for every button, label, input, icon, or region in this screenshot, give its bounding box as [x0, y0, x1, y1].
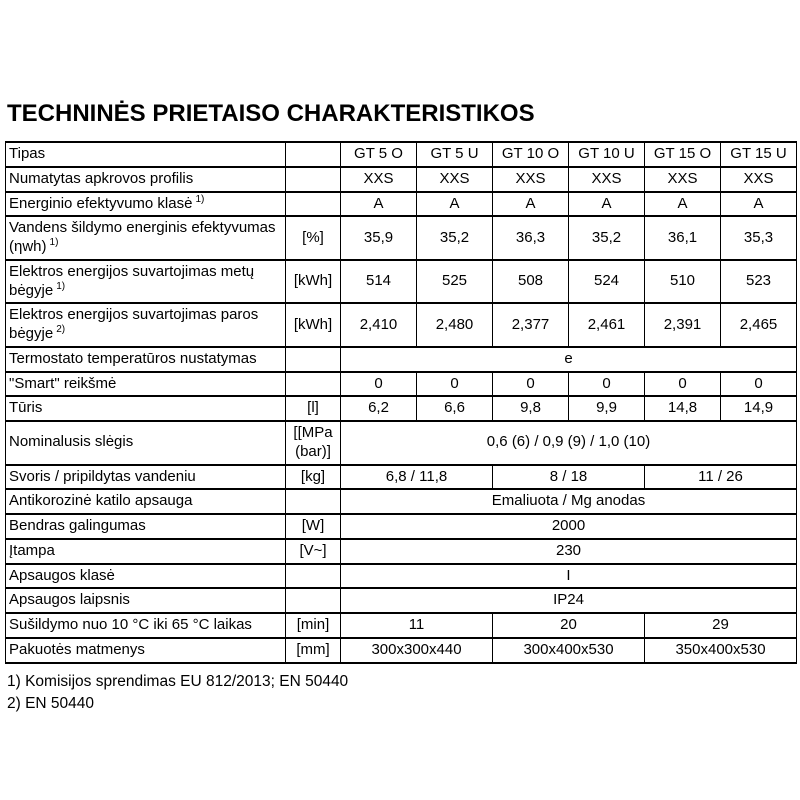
table-row — [6, 465, 797, 490]
table-row — [6, 260, 797, 304]
row-label: Termostato temperatūros nustatymas — [6, 347, 286, 372]
row-label: Apsaugos klasė — [6, 564, 286, 589]
table-cell: 300x300x440 — [341, 638, 493, 663]
table-cell: I — [341, 564, 797, 589]
row-unit: [[MPa (bar)] — [286, 421, 341, 465]
table-cell: 2,410 — [341, 303, 417, 347]
table-cell: 350x400x530 — [645, 638, 797, 663]
table-cell: 0 — [417, 372, 493, 397]
table-cell: XXS — [417, 167, 493, 192]
table-cell: 6,6 — [417, 396, 493, 421]
table-cell: 0 — [493, 372, 569, 397]
table-cell: 8 / 18 — [493, 465, 645, 490]
table-cell: 14,8 — [645, 396, 721, 421]
table-cell: GT 15 O — [645, 142, 721, 167]
table-cell: 6,8 / 11,8 — [341, 465, 493, 490]
table-cell: XXS — [341, 167, 417, 192]
table-cell: 230 — [341, 539, 797, 564]
table-cell: A — [417, 192, 493, 217]
table-cell: A — [569, 192, 645, 217]
table-cell: A — [493, 192, 569, 217]
table-cell: IP24 — [341, 588, 797, 613]
table-cell: 11 / 26 — [645, 465, 797, 490]
footnote-2: 2) EN 50440 — [7, 694, 95, 712]
row-label: Numatytas apkrovos profilis — [6, 167, 286, 192]
table-cell: 2,461 — [569, 303, 645, 347]
table-cell: XXS — [569, 167, 645, 192]
row-unit — [286, 564, 341, 589]
row-label: Nominalusis slėgis — [6, 421, 286, 465]
table-cell: 510 — [645, 260, 721, 304]
table-cell: 11 — [341, 613, 493, 638]
row-unit — [286, 167, 341, 192]
table-cell: 2,465 — [721, 303, 797, 347]
table-row — [6, 638, 797, 663]
table-row — [6, 539, 797, 564]
table-cell: 35,3 — [721, 216, 797, 260]
table-cell: GT 5 O — [341, 142, 417, 167]
row-unit: [l] — [286, 396, 341, 421]
table-cell: A — [341, 192, 417, 217]
footnotes — [5, 671, 796, 715]
table-cell: 14,9 — [721, 396, 797, 421]
spec-table — [5, 141, 797, 664]
table-cell: GT 10 U — [569, 142, 645, 167]
table-cell: 524 — [569, 260, 645, 304]
table-cell: 300x400x530 — [493, 638, 645, 663]
table-cell: XXS — [493, 167, 569, 192]
table-cell: GT 10 O — [493, 142, 569, 167]
row-label: Sušildymo nuo 10 °C iki 65 °C laikas — [6, 613, 286, 638]
table-cell: 2,480 — [417, 303, 493, 347]
row-unit: [V~] — [286, 539, 341, 564]
table-cell: 514 — [341, 260, 417, 304]
table-cell: Emaliuota / Mg anodas — [341, 489, 797, 514]
table-row — [6, 613, 797, 638]
table-row — [6, 588, 797, 613]
table-cell: GT 15 U — [721, 142, 797, 167]
table-cell: A — [645, 192, 721, 217]
row-label: Antikorozinė katilo apsauga — [6, 489, 286, 514]
row-label: Apsaugos laipsnis — [6, 588, 286, 613]
row-unit: [kWh] — [286, 303, 341, 347]
table-cell: XXS — [721, 167, 797, 192]
table-cell: XXS — [645, 167, 721, 192]
table-cell: e — [341, 347, 797, 372]
row-label: Svoris / pripildytas vandeniu — [6, 465, 286, 490]
table-row — [6, 489, 797, 514]
row-unit — [286, 588, 341, 613]
table-cell: 0 — [721, 372, 797, 397]
row-unit: [mm] — [286, 638, 341, 663]
table-cell: 36,1 — [645, 216, 721, 260]
table-cell: 0 — [341, 372, 417, 397]
table-row — [6, 167, 797, 192]
table-cell: A — [721, 192, 797, 217]
footnote-1: 1) Komisijos sprendimas EU 812/2013; EN 50440 — [7, 672, 349, 690]
table-cell: 2,391 — [645, 303, 721, 347]
table-cell: 508 — [493, 260, 569, 304]
row-label: Bendras galingumas — [6, 514, 286, 539]
table-cell: 0,6 (6) / 0,9 (9) / 1,0 (10) — [341, 421, 797, 465]
row-label: Pakuotės matmenys — [6, 638, 286, 663]
row-label: Energinio efektyvumo klasė $^{1)}$ — [6, 192, 286, 217]
row-unit — [286, 372, 341, 397]
table-cell: 36,3 — [493, 216, 569, 260]
table-row — [6, 421, 797, 465]
row-unit: [kWh] — [286, 260, 341, 304]
table-cell: 525 — [417, 260, 493, 304]
row-label: Elektros energijos suvartojimas metų bėgyje $^{1)}$ — [6, 260, 286, 304]
row-label: Tipas — [6, 142, 286, 167]
table-cell: 20 — [493, 613, 645, 638]
table-cell: 35,2 — [569, 216, 645, 260]
table-cell: 35,9 — [341, 216, 417, 260]
table-cell: 2,377 — [493, 303, 569, 347]
table-cell: 523 — [721, 260, 797, 304]
table-row — [6, 514, 797, 539]
row-label: "Smart" reikšmė — [6, 372, 286, 397]
table-row — [6, 372, 797, 397]
table-cell: 29 — [645, 613, 797, 638]
table-cell: 0 — [569, 372, 645, 397]
table-row — [6, 347, 797, 372]
row-unit: [kg] — [286, 465, 341, 490]
table-cell: 6,2 — [341, 396, 417, 421]
row-unit — [286, 192, 341, 217]
row-label: Elektros energijos suvartojimas paros bėgyje $^{2)}$ — [6, 303, 286, 347]
table-row — [6, 396, 797, 421]
row-unit: [W] — [286, 514, 341, 539]
table-cell: 35,2 — [417, 216, 493, 260]
table-row — [6, 303, 797, 347]
table-cell: 0 — [645, 372, 721, 397]
table-cell: 9,9 — [569, 396, 645, 421]
page-title: TECHNINĖS PRIETAISO CHARAKTERISTIKOS — [7, 100, 535, 127]
row-label: Tūris — [6, 396, 286, 421]
table-row — [6, 192, 797, 217]
row-unit — [286, 142, 341, 167]
table-cell: GT 5 U — [417, 142, 493, 167]
row-unit — [286, 347, 341, 372]
row-unit: [min] — [286, 613, 341, 638]
row-label: Vandens šildymo energinis efektyvumas (ηwh) $^{1)}$ — [6, 216, 286, 260]
row-unit: [%] — [286, 216, 341, 260]
table-row — [6, 142, 797, 167]
table-row — [6, 564, 797, 589]
table-cell: 9,8 — [493, 396, 569, 421]
table-row — [6, 216, 797, 260]
row-label: Įtampa — [6, 539, 286, 564]
row-unit — [286, 489, 341, 514]
table-cell: 2000 — [341, 514, 797, 539]
